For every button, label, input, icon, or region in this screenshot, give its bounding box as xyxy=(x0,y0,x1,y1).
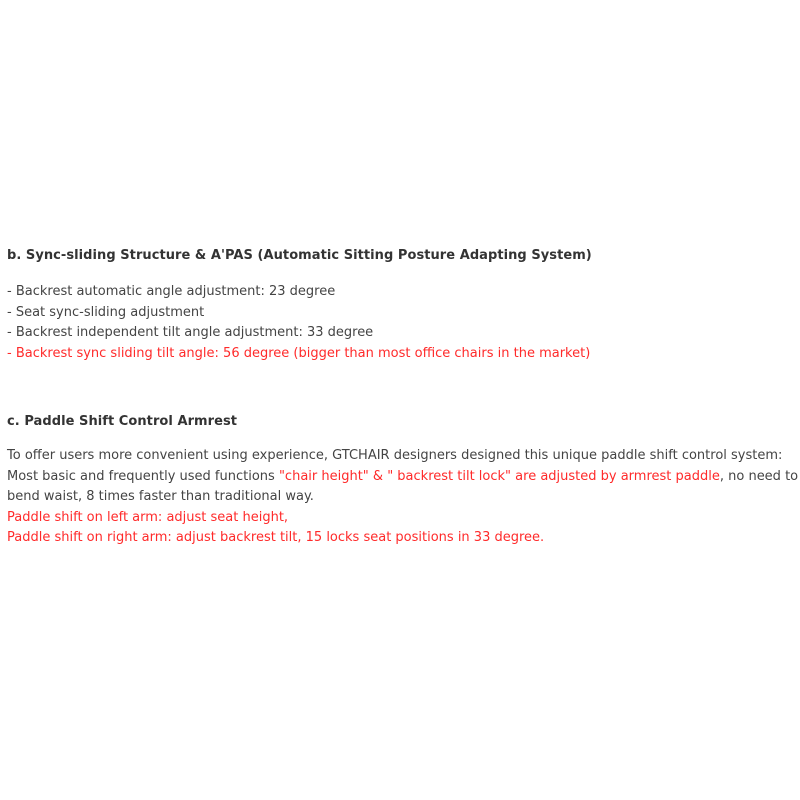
paddle-description-text-end: , no need to bend waist, 8 times faster than traditional way. xyxy=(7,468,799,504)
paddle-description-text: To offer users more convenient using experience, GTCHAIR designers designed this unique paddle shift control system: Most basic and frequently used functions xyxy=(7,448,783,484)
section-c-body xyxy=(7,446,799,549)
section-b-feature-list xyxy=(7,282,590,364)
feature-item-backrest-sync-tilt-highlight: - Backrest sync sliding tilt angle: 56 degree (bigger than most office chairs in the market) xyxy=(7,345,591,361)
feature-item-backrest-auto-angle: - Backrest automatic angle adjustment: 23 degree xyxy=(7,284,336,299)
feature-item-backrest-independent-tilt: - Backrest independent tilt angle adjustment: 33 degree xyxy=(7,325,374,340)
left-arm-paddle-note: Paddle shift on left arm: adjust seat height, xyxy=(7,509,289,525)
section-b-heading: b. Sync-sliding Structure & A'PAS (Automatic Sitting Posture Adapting System) xyxy=(7,248,592,263)
paddle-functions-highlight: "chair height" & " backrest tilt lock" are adjusted by armrest paddle xyxy=(278,468,720,484)
section-c-heading: c. Paddle Shift Control Armrest xyxy=(7,414,238,429)
feature-item-seat-sync-sliding: - Seat sync-sliding adjustment xyxy=(7,304,205,320)
right-arm-paddle-note: Paddle shift on right arm: adjust backrest tilt, 15 locks seat positions in 33 degree. xyxy=(7,530,545,545)
